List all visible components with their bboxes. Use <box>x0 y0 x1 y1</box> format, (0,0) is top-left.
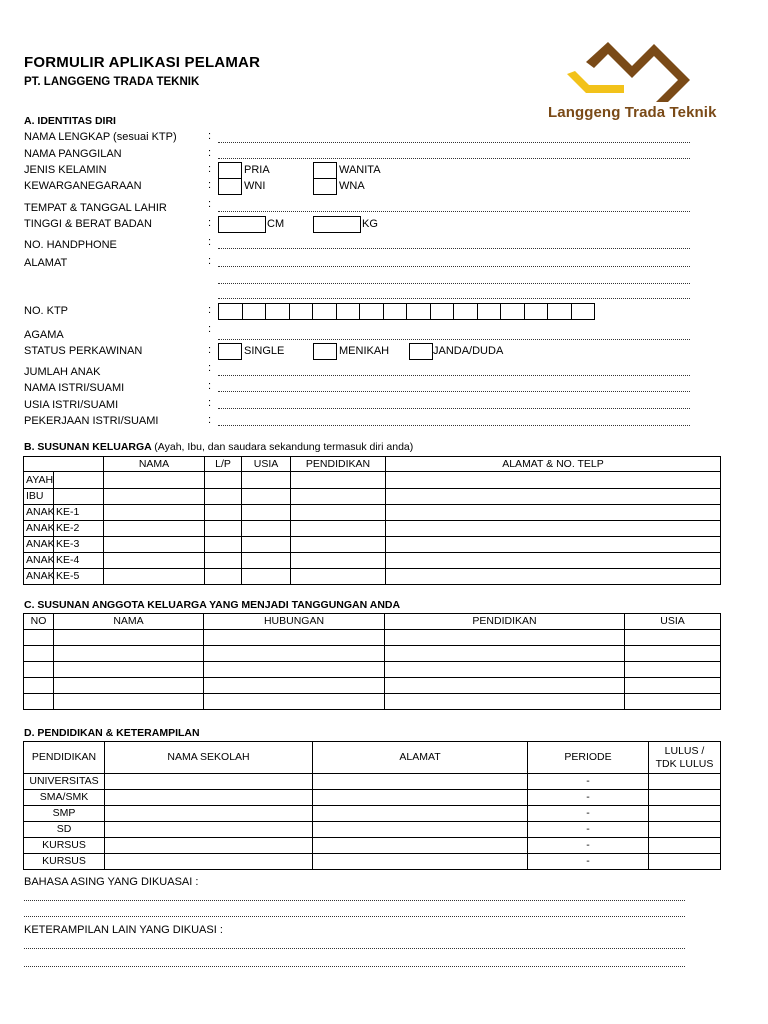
colon: : <box>208 179 212 191</box>
edu-cell[interactable] <box>313 774 528 790</box>
edu-cell[interactable] <box>105 838 313 854</box>
kg-unit: KG <box>362 218 378 230</box>
dep-cell[interactable] <box>24 678 54 694</box>
section-a-heading: A. IDENTITAS DIRI <box>24 115 116 127</box>
dep-cell[interactable] <box>24 646 54 662</box>
edu-cell[interactable] <box>649 806 721 822</box>
family-row-sub: KE-4 <box>54 553 104 569</box>
dep-cell[interactable] <box>625 678 721 694</box>
dep-cell[interactable] <box>385 646 625 662</box>
wanita-label: WANITA <box>339 164 381 176</box>
usia-pasangan-field[interactable] <box>218 408 690 409</box>
dependents-col-nama: NAMA <box>54 614 204 630</box>
family-cell[interactable] <box>242 537 291 553</box>
colon: : <box>208 397 212 409</box>
family-cell[interactable] <box>242 489 291 505</box>
dep-cell[interactable] <box>204 678 385 694</box>
colon: : <box>208 414 212 426</box>
dep-cell[interactable] <box>54 630 204 646</box>
colon: : <box>208 362 212 374</box>
single-label: SINGLE <box>244 345 285 357</box>
family-cell[interactable] <box>242 569 291 585</box>
bahasa-asing-label: BAHASA ASING YANG DIKUASAI : <box>24 876 199 888</box>
ktp-digit-box[interactable] <box>312 303 337 320</box>
family-row-label: ANAK <box>24 537 54 553</box>
family-col-blank <box>24 457 104 472</box>
ktp-digit-box[interactable] <box>242 303 267 320</box>
edu-level: KURSUS <box>24 854 105 870</box>
dep-cell[interactable] <box>625 694 721 710</box>
label-usia-pasangan: USIA ISTRI/SUAMI <box>24 399 119 411</box>
dep-cell[interactable] <box>24 662 54 678</box>
family-table <box>23 456 721 585</box>
section-b-note: (Ayah, Ibu, dan saudara sekandung termasuk diri anda) <box>154 441 414 453</box>
edu-col-pendidikan: PENDIDIKAN <box>24 742 105 774</box>
keterampilan-line-1[interactable] <box>24 948 685 949</box>
family-row-label: ANAK <box>24 521 54 537</box>
education-table <box>23 741 721 870</box>
family-cell[interactable] <box>386 505 721 521</box>
wni-label: WNI <box>244 180 266 192</box>
edu-level: SMA/SMK <box>24 790 105 806</box>
family-cell[interactable] <box>291 537 386 553</box>
family-cell[interactable] <box>291 489 386 505</box>
table-row <box>24 790 721 806</box>
dependents-col-pendidikan: PENDIDIKAN <box>385 614 625 630</box>
edu-periode[interactable]: - <box>528 854 649 870</box>
label-ktp: NO. KTP <box>24 305 69 317</box>
wna-label: WNA <box>339 180 365 192</box>
agama-field[interactable] <box>218 339 690 340</box>
family-cell[interactable] <box>291 505 386 521</box>
family-row-sub: KE-3 <box>54 537 104 553</box>
edu-level: KURSUS <box>24 838 105 854</box>
table-row <box>24 553 721 569</box>
family-cell[interactable] <box>386 472 721 489</box>
table-row <box>24 822 721 838</box>
label-pekerjaan-pasangan: PEKERJAAN ISTRI/SUAMI <box>24 415 159 427</box>
table-row <box>24 838 721 854</box>
table-row <box>24 806 721 822</box>
family-col-pendidikan: PENDIDIKAN <box>291 457 386 472</box>
ktp-digit-box[interactable] <box>383 303 408 320</box>
edu-cell[interactable] <box>313 822 528 838</box>
dep-cell[interactable] <box>385 678 625 694</box>
edu-periode[interactable]: - <box>528 822 649 838</box>
section-d-heading: D. PENDIDIKAN & KETERAMPILAN <box>24 727 200 739</box>
label-alamat: ALAMAT <box>24 257 68 269</box>
edu-col-lulus-line1: LULUS / <box>664 744 705 757</box>
family-cell[interactable] <box>205 537 242 553</box>
dep-cell[interactable] <box>204 662 385 678</box>
family-cell[interactable] <box>104 472 205 489</box>
family-col-usia: USIA <box>242 457 291 472</box>
colon: : <box>208 255 212 267</box>
table-row <box>24 537 721 553</box>
wni-checkbox[interactable] <box>218 178 242 195</box>
label-agama: AGAMA <box>24 329 64 341</box>
edu-cell[interactable] <box>313 854 528 870</box>
edu-cell[interactable] <box>313 838 528 854</box>
table-row <box>24 774 721 790</box>
dep-cell[interactable] <box>385 630 625 646</box>
edu-cell[interactable] <box>649 774 721 790</box>
family-cell[interactable] <box>205 505 242 521</box>
colon: : <box>208 217 212 229</box>
edu-col-alamat: ALAMAT <box>313 742 528 774</box>
colon: : <box>208 163 212 175</box>
edu-col-lulus <box>649 742 721 774</box>
family-row-label: ANAK <box>24 569 54 585</box>
family-row-sub: KE-2 <box>54 521 104 537</box>
ttl-field[interactable] <box>218 211 690 212</box>
colon: : <box>208 344 212 356</box>
ktp-digit-box[interactable] <box>336 303 361 320</box>
edu-cell[interactable] <box>105 854 313 870</box>
family-cell[interactable] <box>386 569 721 585</box>
colon: : <box>208 147 212 159</box>
ktp-digit-box[interactable] <box>453 303 478 320</box>
family-col-lp: L/P <box>205 457 242 472</box>
edu-cell[interactable] <box>649 854 721 870</box>
edu-col-periode: PERIODE <box>528 742 649 774</box>
edu-periode[interactable]: - <box>528 774 649 790</box>
family-cell[interactable] <box>205 521 242 537</box>
edu-cell[interactable] <box>649 790 721 806</box>
ktp-digit-box[interactable] <box>430 303 455 320</box>
family-cell[interactable] <box>291 569 386 585</box>
dep-cell[interactable] <box>204 646 385 662</box>
table-row <box>24 662 721 678</box>
family-cell[interactable] <box>291 521 386 537</box>
table-row <box>24 854 721 870</box>
table-row <box>24 694 721 710</box>
pria-label: PRIA <box>244 164 270 176</box>
dependents-col-usia: USIA <box>625 614 721 630</box>
nama-panggilan-field[interactable] <box>218 158 690 159</box>
dep-cell[interactable] <box>54 678 204 694</box>
family-cell[interactable] <box>205 553 242 569</box>
family-cell[interactable] <box>205 472 242 489</box>
family-row-sub: KE-1 <box>54 505 104 521</box>
family-cell[interactable] <box>386 489 721 505</box>
edu-periode[interactable]: - <box>528 838 649 854</box>
alamat-field-2[interactable] <box>218 283 690 284</box>
family-row-sub <box>54 472 104 489</box>
menikah-checkbox[interactable] <box>313 343 337 360</box>
bahasa-asing-line-1[interactable] <box>24 900 685 901</box>
wanita-checkbox[interactable] <box>313 162 337 179</box>
edu-periode[interactable]: - <box>528 806 649 822</box>
family-cell[interactable] <box>104 553 205 569</box>
logo-text: Langgeng Trada Teknik <box>548 104 717 121</box>
label-jenis-kelamin: JENIS KELAMIN <box>24 164 107 176</box>
handphone-field[interactable] <box>218 248 690 249</box>
family-cell[interactable] <box>104 537 205 553</box>
edu-col-lulus-line2: TDK LULUS <box>655 757 714 770</box>
family-cell[interactable] <box>242 553 291 569</box>
colon: : <box>208 380 212 392</box>
edu-periode[interactable]: - <box>528 790 649 806</box>
label-handphone: NO. HANDPHONE <box>24 239 117 251</box>
family-row-label: AYAH <box>24 472 54 489</box>
tinggi-input[interactable] <box>218 216 266 233</box>
section-b-title: B. SUSUNAN KELUARGA <box>24 441 152 453</box>
janda-duda-checkbox[interactable] <box>409 343 433 360</box>
label-ttl: TEMPAT & TANGGAL LAHIR <box>24 202 167 214</box>
family-cell[interactable] <box>104 521 205 537</box>
dep-cell[interactable] <box>204 694 385 710</box>
label-nama-panggilan: NAMA PANGGILAN <box>24 148 122 160</box>
ktp-digit-box[interactable] <box>265 303 290 320</box>
ktp-digit-box[interactable] <box>500 303 525 320</box>
family-row-label: ANAK <box>24 505 54 521</box>
ktp-digit-box[interactable] <box>524 303 549 320</box>
edu-level: UNIVERSITAS <box>24 774 105 790</box>
label-kewarganegaraan: KEWARGANEGARAAN <box>24 180 142 192</box>
label-nama-pasangan: NAMA ISTRI/SUAMI <box>24 382 125 394</box>
colon: : <box>208 323 212 335</box>
table-row <box>24 521 721 537</box>
table-row <box>24 569 721 585</box>
dep-cell[interactable] <box>24 630 54 646</box>
cm-unit: CM <box>267 218 285 230</box>
edu-cell[interactable] <box>313 806 528 822</box>
table-row <box>24 678 721 694</box>
dep-cell[interactable] <box>385 694 625 710</box>
dep-cell[interactable] <box>54 646 204 662</box>
family-cell[interactable] <box>386 537 721 553</box>
colon: : <box>208 198 212 210</box>
family-col-alamat: ALAMAT & NO. TELP <box>386 457 721 472</box>
family-cell[interactable] <box>291 472 386 489</box>
dep-cell[interactable] <box>204 630 385 646</box>
dep-cell[interactable] <box>625 646 721 662</box>
edu-cell[interactable] <box>105 774 313 790</box>
edu-cell[interactable] <box>313 790 528 806</box>
dep-cell[interactable] <box>385 662 625 678</box>
berat-input[interactable] <box>313 216 361 233</box>
edu-col-nama-sekolah: NAMA SEKOLAH <box>105 742 313 774</box>
family-cell[interactable] <box>205 569 242 585</box>
dep-cell[interactable] <box>54 662 204 678</box>
table-row <box>24 472 721 489</box>
edu-level: SD <box>24 822 105 838</box>
nama-pasangan-field[interactable] <box>218 391 690 392</box>
family-col-nama: NAMA <box>104 457 205 472</box>
family-cell[interactable] <box>242 505 291 521</box>
alamat-field-3[interactable] <box>218 298 690 299</box>
janda-duda-label: JANDA/DUDA <box>433 345 504 357</box>
edu-cell[interactable] <box>105 822 313 838</box>
table-row <box>24 630 721 646</box>
pekerjaan-pasangan-field[interactable] <box>218 425 690 426</box>
edu-cell[interactable] <box>649 838 721 854</box>
family-cell[interactable] <box>386 521 721 537</box>
edu-cell[interactable] <box>105 806 313 822</box>
dep-cell[interactable] <box>24 694 54 710</box>
family-cell[interactable] <box>104 505 205 521</box>
company-name: PT. LANGGENG TRADA TEKNIK <box>24 76 200 88</box>
dep-cell[interactable] <box>625 630 721 646</box>
single-checkbox[interactable] <box>218 343 242 360</box>
edu-cell[interactable] <box>105 790 313 806</box>
ktp-digit-box[interactable] <box>289 303 314 320</box>
family-row-label: IBU <box>24 489 54 505</box>
label-status: STATUS PERKAWINAN <box>24 345 143 357</box>
family-cell[interactable] <box>205 489 242 505</box>
ktp-digit-box[interactable] <box>218 303 243 320</box>
table-row <box>24 489 721 505</box>
colon: : <box>208 130 212 142</box>
ktp-digit-box[interactable] <box>477 303 502 320</box>
family-row-sub: KE-5 <box>54 569 104 585</box>
keterampilan-label: KETERAMPILAN LAIN YANG DIKUASI : <box>24 924 223 936</box>
family-cell[interactable] <box>104 489 205 505</box>
edu-level: SMP <box>24 806 105 822</box>
section-c-heading: C. SUSUNAN ANGGOTA KELUARGA YANG MENJADI TANGGUNGAN ANDA <box>24 599 401 611</box>
form-title: FORMULIR APLIKASI PELAMAR <box>24 54 261 71</box>
table-row <box>24 646 721 662</box>
family-cell[interactable] <box>104 569 205 585</box>
keterampilan-line-2[interactable] <box>24 966 685 967</box>
ktp-digit-box[interactable] <box>547 303 572 320</box>
ktp-digit-box[interactable] <box>359 303 384 320</box>
colon: : <box>208 304 212 316</box>
dep-cell[interactable] <box>625 662 721 678</box>
family-cell[interactable] <box>242 472 291 489</box>
ktp-digit-box[interactable] <box>406 303 431 320</box>
wna-checkbox[interactable] <box>313 178 337 195</box>
family-cell[interactable] <box>386 553 721 569</box>
bahasa-asing-line-2[interactable] <box>24 916 685 917</box>
section-b-heading <box>24 441 413 453</box>
family-row-sub <box>54 489 104 505</box>
label-jumlah-anak: JUMLAH ANAK <box>24 366 101 378</box>
label-tinggi-berat: TINGGI & BERAT BADAN <box>24 218 152 230</box>
table-row <box>24 505 721 521</box>
colon: : <box>208 236 212 248</box>
alamat-field-1[interactable] <box>218 266 690 267</box>
family-cell[interactable] <box>242 521 291 537</box>
dependents-col-hubungan: HUBUNGAN <box>204 614 385 630</box>
logo-mark-icon <box>540 40 720 102</box>
dependents-table <box>23 613 721 710</box>
dep-cell[interactable] <box>54 694 204 710</box>
nama-lengkap-field[interactable] <box>218 142 690 143</box>
jumlah-anak-field[interactable] <box>218 375 690 376</box>
family-cell[interactable] <box>291 553 386 569</box>
label-nama-lengkap: NAMA LENGKAP (sesuai KTP) <box>24 131 177 143</box>
menikah-label: MENIKAH <box>339 345 390 357</box>
ktp-digit-boxes[interactable] <box>219 303 595 320</box>
edu-cell[interactable] <box>649 822 721 838</box>
pria-checkbox[interactable] <box>218 162 242 179</box>
ktp-digit-box[interactable] <box>571 303 596 320</box>
family-row-label: ANAK <box>24 553 54 569</box>
dependents-col-no: NO <box>24 614 54 630</box>
company-logo <box>540 40 720 125</box>
